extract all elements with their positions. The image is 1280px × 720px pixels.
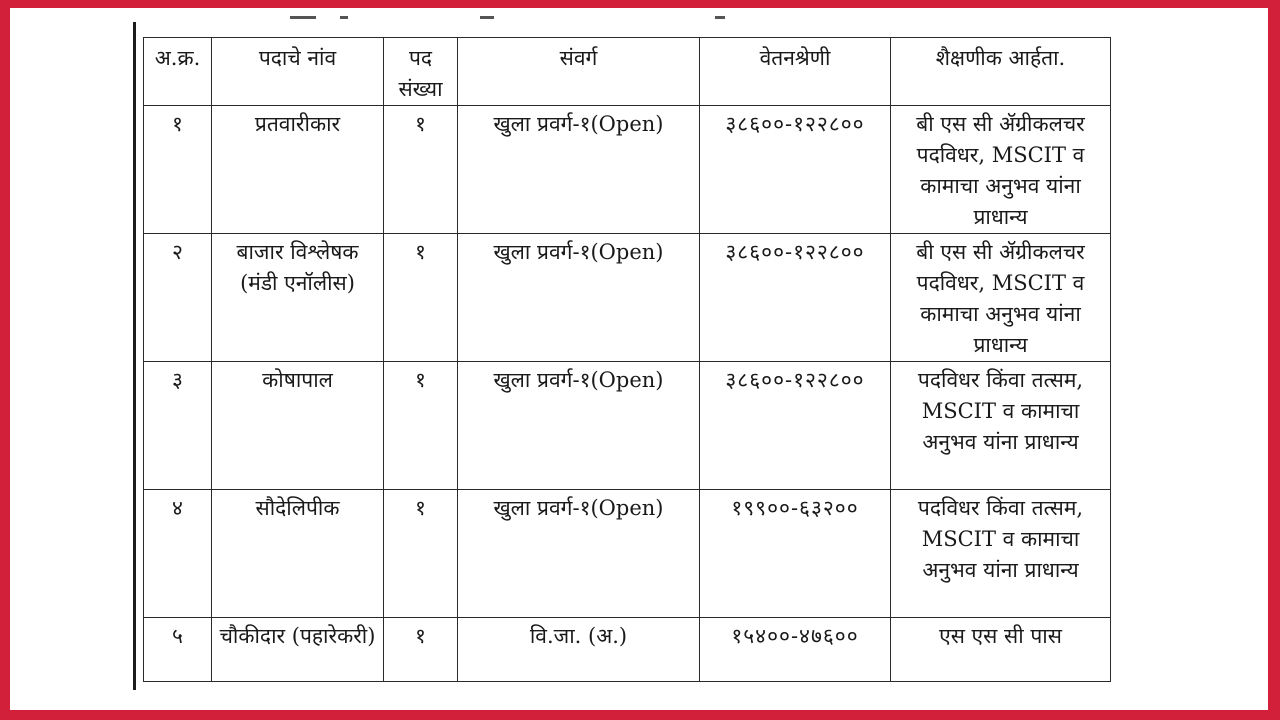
cell-pay-scale: १५४००-४७६०० [700,618,891,682]
cell-post-count: १ [384,234,458,362]
cell-pay-scale: ३८६००-१२२८०० [700,234,891,362]
header-qualification: शैक्षणीक आर्हता. [891,38,1111,106]
table-row [144,234,1111,362]
cell-pay-scale: ३८६००-१२२८०० [700,106,891,234]
cell-qualification: एस एस सी पास [891,618,1111,682]
cell-pay-scale: ३८६००-१२२८०० [700,362,891,490]
cell-post-count: १ [384,106,458,234]
table-row [144,362,1111,490]
cell-category: खुला प्रवर्ग-१(Open) [458,362,700,490]
header-post-name: पदाचे नांव [212,38,384,106]
header-serial: अ.क्र. [144,38,212,106]
cell-qualification: पदविधर किंवा तत्सम, MSCIT व कामाचा अनुभव यांना प्राधान्य [891,362,1111,490]
cell-category: खुला प्रवर्ग-१(Open) [458,106,700,234]
cell-serial: ४ [144,490,212,618]
cell-serial: ३ [144,362,212,490]
cell-category: खुला प्रवर्ग-१(Open) [458,234,700,362]
cell-post-name: बाजार विश्लेषक (मंडी एनॉलीस) [212,234,384,362]
table-header-row [144,38,1111,106]
cell-category: वि.जा. (अ.) [458,618,700,682]
table-row [144,490,1111,618]
cell-qualification: पदविधर किंवा तत्सम, MSCIT व कामाचा अनुभव यांना प्राधान्य [891,490,1111,618]
cell-serial: १ [144,106,212,234]
cell-post-name: चौकीदार (पहारेकरी) [212,618,384,682]
cell-post-count: १ [384,618,458,682]
header-pay-scale: वेतनश्रेणी [700,38,891,106]
scan-top-edge-residue [140,16,1120,22]
recruitment-posts-table [143,37,1111,682]
cell-qualification: बी एस सी ॲग्रीकलचर पदविधर, MSCIT व कामाचा अनुभव यांना प्राधान्य [891,234,1111,362]
cell-post-count: १ [384,362,458,490]
cell-post-name: प्रतवारीकार [212,106,384,234]
table-row [144,106,1111,234]
cell-post-name: सौदेलिपीक [212,490,384,618]
header-category: संवर्ग [458,38,700,106]
table-row [144,618,1111,682]
scanned-document-page [10,8,1268,710]
cell-qualification: बी एस सी ॲग्रीकलचर पदविधर, MSCIT व कामाचा अनुभव यांना प्राधान्य [891,106,1111,234]
cell-category: खुला प्रवर्ग-१(Open) [458,490,700,618]
cell-post-name: कोषापाल [212,362,384,490]
cell-post-count: १ [384,490,458,618]
cell-serial: ५ [144,618,212,682]
cell-serial: २ [144,234,212,362]
header-post-count: पद संख्या [384,38,458,106]
cell-pay-scale: १९९००-६३२०० [700,490,891,618]
scan-left-edge-line [133,22,136,690]
